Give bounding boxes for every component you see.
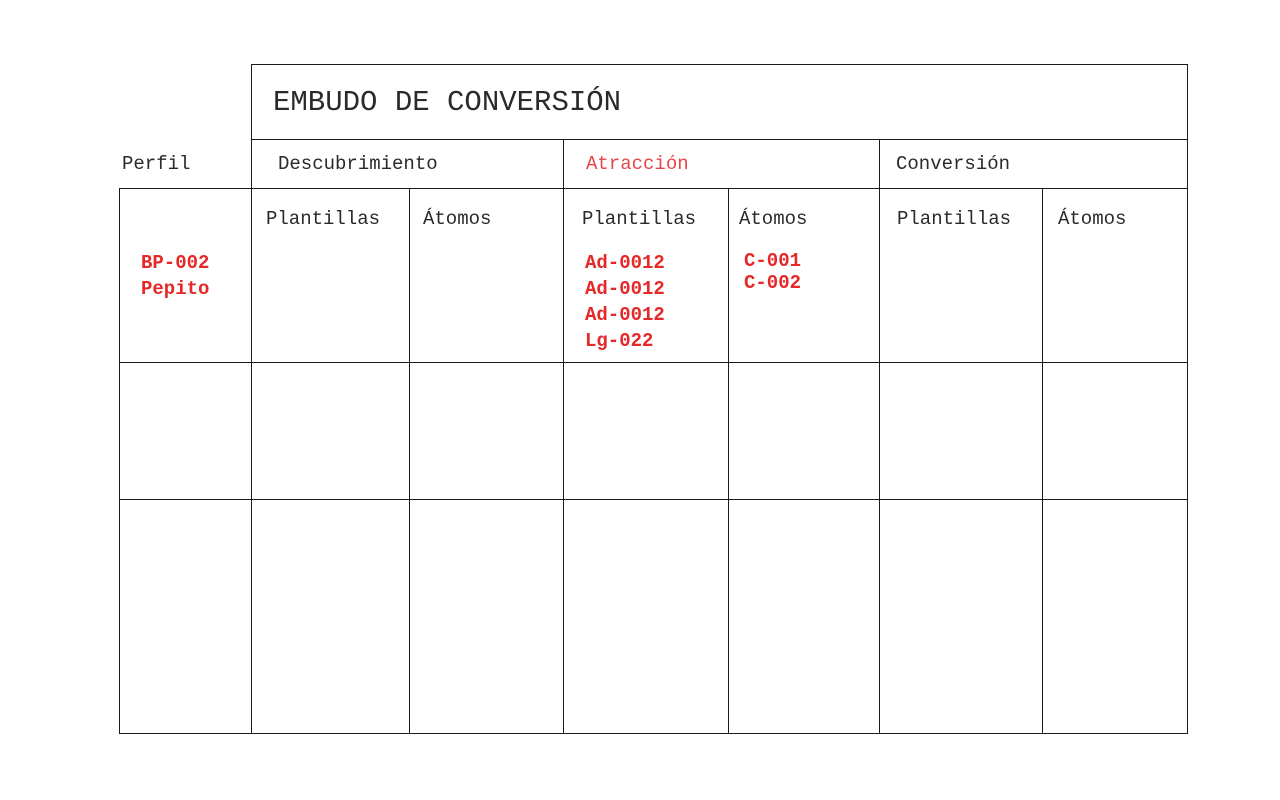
subcolumn-plantillas: Plantillas bbox=[582, 208, 697, 230]
stage-header-atraccion: Atracción bbox=[586, 153, 689, 175]
subcolumn-atomos: Átomos bbox=[423, 208, 492, 230]
grid-line bbox=[879, 139, 880, 734]
grid-line bbox=[119, 188, 1188, 189]
grid-line bbox=[563, 139, 564, 734]
grid-line bbox=[119, 188, 120, 734]
grid-line bbox=[251, 139, 1188, 140]
profile-entry: Pepito bbox=[141, 278, 210, 300]
grid-line bbox=[119, 733, 1188, 734]
grid-line bbox=[119, 499, 1188, 500]
page-title: EMBUDO DE CONVERSIÓN bbox=[273, 86, 622, 119]
stage-header-descubrimiento: Descubrimiento bbox=[278, 153, 438, 175]
subcolumn-plantillas: Plantillas bbox=[897, 208, 1012, 230]
template-entry: Ad-0012 bbox=[585, 278, 665, 300]
atraccion-plantillas-entries bbox=[585, 250, 665, 354]
template-entry: Ad-0012 bbox=[585, 252, 665, 274]
grid-line bbox=[251, 64, 252, 734]
template-entry: Ad-0012 bbox=[585, 304, 665, 326]
subcolumn-atomos: Átomos bbox=[739, 208, 808, 230]
profile-entry: BP-002 bbox=[141, 252, 210, 274]
subcolumn-atomos: Átomos bbox=[1058, 208, 1127, 230]
stage-header-conversion: Conversión bbox=[896, 153, 1011, 175]
atraccion-atomos-entries bbox=[744, 250, 801, 294]
profile-column-header: Perfil bbox=[122, 153, 191, 175]
grid-line bbox=[119, 362, 1188, 363]
grid-line bbox=[251, 64, 1188, 65]
grid-line bbox=[1187, 64, 1188, 734]
grid-line bbox=[409, 188, 410, 734]
grid-line bbox=[728, 188, 729, 734]
profile-entries bbox=[141, 250, 209, 302]
subcolumn-plantillas: Plantillas bbox=[266, 208, 381, 230]
atom-entry: C-001 bbox=[744, 250, 802, 272]
template-entry: Lg-022 bbox=[585, 330, 654, 352]
atom-entry: C-002 bbox=[744, 272, 802, 294]
grid-line bbox=[1042, 188, 1043, 734]
